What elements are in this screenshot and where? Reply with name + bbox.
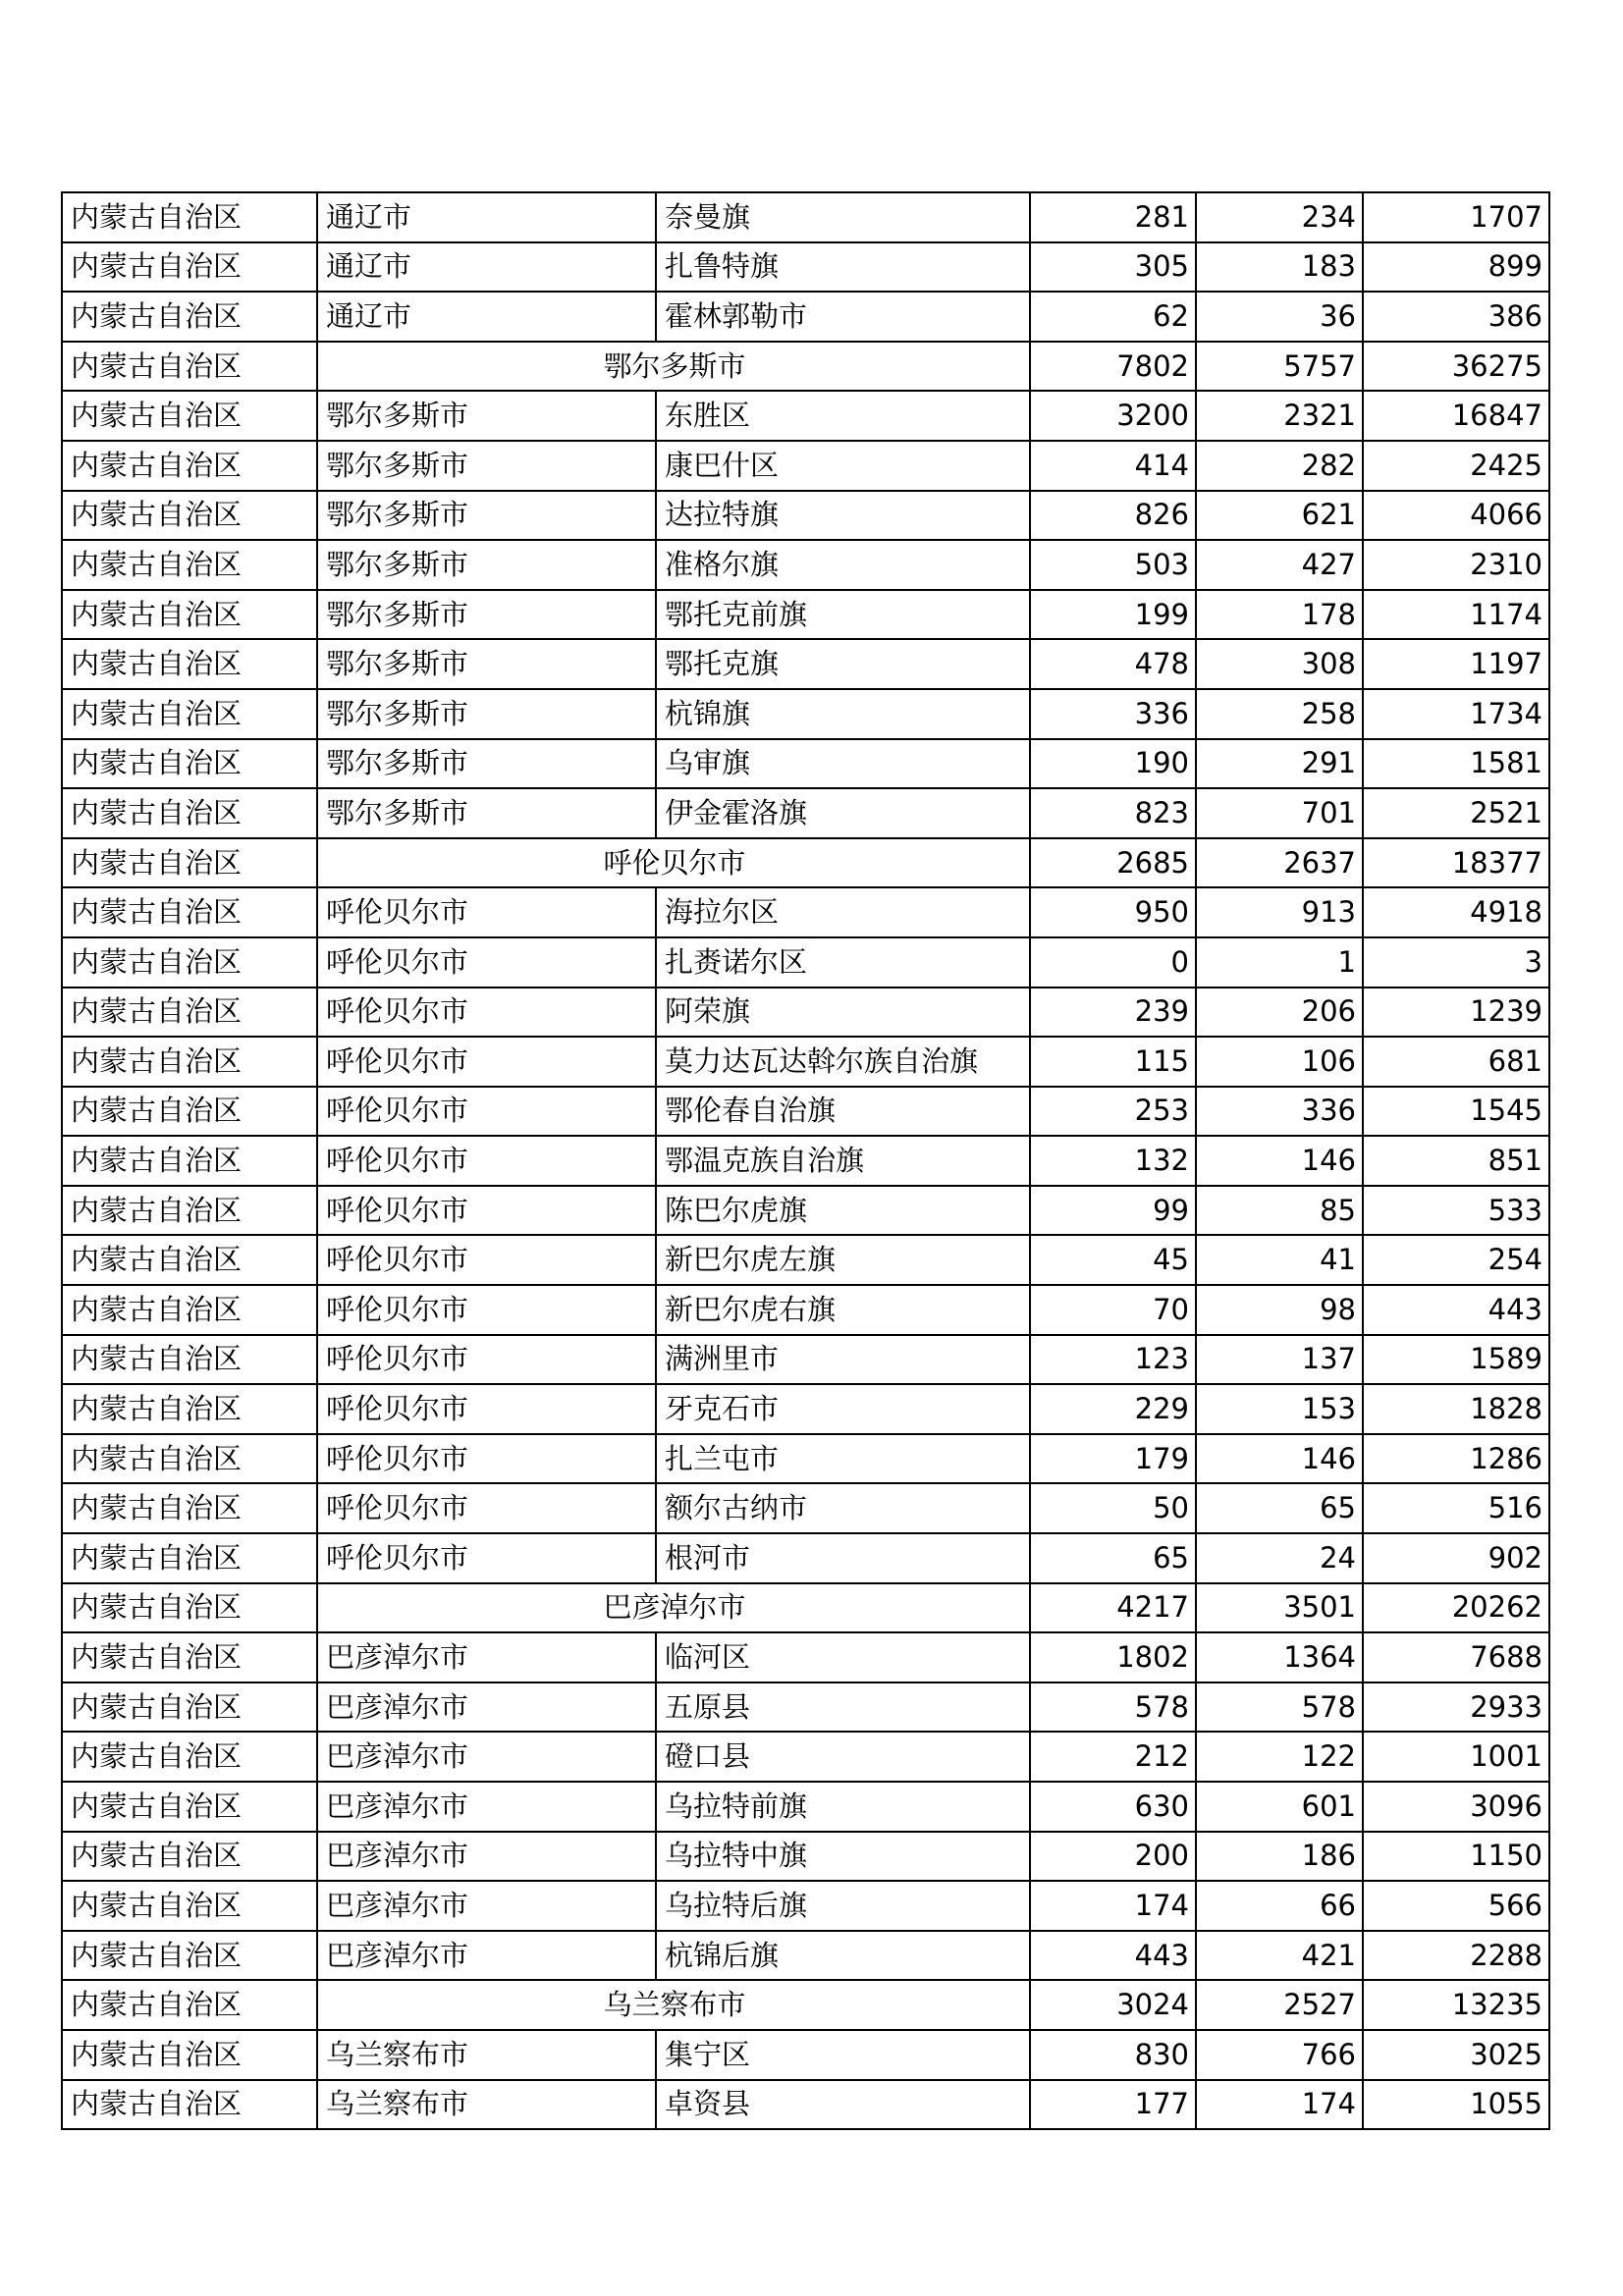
value-cell-3: 899 <box>1363 242 1549 293</box>
province-cell: 内蒙古自治区 <box>62 242 317 293</box>
province-cell: 内蒙古自治区 <box>62 1434 317 1484</box>
value-cell-1: 4217 <box>1030 1583 1196 1633</box>
value-cell-1: 478 <box>1030 639 1196 689</box>
table-row <box>62 1732 1549 1782</box>
value-cell-3: 902 <box>1363 1533 1549 1583</box>
city-cell: 通辽市 <box>317 242 656 293</box>
value-cell-3: 1286 <box>1363 1434 1549 1484</box>
value-cell-2: 291 <box>1196 739 1363 789</box>
province-cell: 内蒙古自治区 <box>62 1682 317 1733</box>
value-cell-2: 621 <box>1196 491 1363 541</box>
value-cell-1: 414 <box>1030 441 1196 491</box>
table-row <box>62 1136 1549 1186</box>
value-cell-2: 913 <box>1196 887 1363 937</box>
province-cell: 内蒙古自治区 <box>62 1235 317 1285</box>
province-cell: 内蒙古自治区 <box>62 192 317 242</box>
county-cell: 根河市 <box>656 1533 1030 1583</box>
table-row <box>62 1832 1549 1882</box>
value-cell-2: 258 <box>1196 689 1363 739</box>
value-cell-1: 950 <box>1030 887 1196 937</box>
value-cell-1: 199 <box>1030 590 1196 640</box>
table-row <box>62 441 1549 491</box>
province-cell: 内蒙古自治区 <box>62 639 317 689</box>
city-cell: 乌兰察布市 <box>317 2030 656 2080</box>
province-cell: 内蒙古自治区 <box>62 1037 317 1087</box>
county-cell: 杭锦后旗 <box>656 1931 1030 1981</box>
table-row <box>62 1087 1549 1137</box>
value-cell-3: 2310 <box>1363 540 1549 590</box>
value-cell-3: 1707 <box>1363 192 1549 242</box>
city-cell: 巴彦淖尔市 <box>317 1682 656 1733</box>
value-cell-1: 132 <box>1030 1136 1196 1186</box>
province-cell: 内蒙古自治区 <box>62 838 317 888</box>
table-row <box>62 1881 1549 1931</box>
table-row <box>62 1533 1549 1583</box>
city-cell: 乌兰察布市 <box>317 2080 656 2130</box>
province-cell: 内蒙古自治区 <box>62 1186 317 1236</box>
county-cell: 临河区 <box>656 1632 1030 1682</box>
county-cell: 阿荣旗 <box>656 988 1030 1038</box>
table-row <box>62 242 1549 293</box>
province-cell: 内蒙古自治区 <box>62 590 317 640</box>
value-cell-2: 2527 <box>1196 1980 1363 2030</box>
value-cell-2: 578 <box>1196 1682 1363 1733</box>
value-cell-1: 123 <box>1030 1335 1196 1385</box>
value-cell-1: 305 <box>1030 242 1196 293</box>
table-row <box>62 1931 1549 1981</box>
value-cell-3: 254 <box>1363 1235 1549 1285</box>
value-cell-1: 239 <box>1030 988 1196 1038</box>
table-row <box>62 292 1549 342</box>
province-cell: 内蒙古自治区 <box>62 937 317 988</box>
value-cell-1: 0 <box>1030 937 1196 988</box>
county-cell: 乌拉特中旗 <box>656 1832 1030 1882</box>
value-cell-1: 115 <box>1030 1037 1196 1087</box>
value-cell-3: 4918 <box>1363 887 1549 937</box>
value-cell-1: 99 <box>1030 1186 1196 1236</box>
city-subtotal-row <box>62 1583 1549 1633</box>
province-cell: 内蒙古自治区 <box>62 1732 317 1782</box>
value-cell-2: 2321 <box>1196 391 1363 441</box>
table-row <box>62 1682 1549 1733</box>
province-cell: 内蒙古自治区 <box>62 540 317 590</box>
value-cell-1: 830 <box>1030 2030 1196 2080</box>
value-cell-1: 1802 <box>1030 1632 1196 1682</box>
value-cell-3: 1150 <box>1363 1832 1549 1882</box>
value-cell-3: 516 <box>1363 1483 1549 1533</box>
province-cell: 内蒙古自治区 <box>62 1583 317 1633</box>
city-cell: 通辽市 <box>317 192 656 242</box>
value-cell-2: 137 <box>1196 1335 1363 1385</box>
value-cell-3: 16847 <box>1363 391 1549 441</box>
value-cell-1: 229 <box>1030 1384 1196 1434</box>
value-cell-3: 2521 <box>1363 788 1549 838</box>
table-row <box>62 937 1549 988</box>
value-cell-2: 701 <box>1196 788 1363 838</box>
value-cell-3: 20262 <box>1363 1583 1549 1633</box>
value-cell-1: 823 <box>1030 788 1196 838</box>
value-cell-3: 18377 <box>1363 838 1549 888</box>
value-cell-3: 4066 <box>1363 491 1549 541</box>
value-cell-2: 41 <box>1196 1235 1363 1285</box>
value-cell-1: 212 <box>1030 1732 1196 1782</box>
city-cell: 鄂尔多斯市 <box>317 491 656 541</box>
province-cell: 内蒙古自治区 <box>62 1782 317 1832</box>
value-cell-2: 122 <box>1196 1732 1363 1782</box>
value-cell-3: 1734 <box>1363 689 1549 739</box>
value-cell-2: 24 <box>1196 1533 1363 1583</box>
value-cell-3: 3025 <box>1363 2030 1549 2080</box>
province-cell: 内蒙古自治区 <box>62 1931 317 1981</box>
value-cell-2: 5757 <box>1196 342 1363 392</box>
table-row <box>62 1483 1549 1533</box>
value-cell-2: 174 <box>1196 2080 1363 2130</box>
value-cell-2: 1 <box>1196 937 1363 988</box>
city-cell: 鄂尔多斯市 <box>317 739 656 789</box>
province-cell: 内蒙古自治区 <box>62 689 317 739</box>
county-cell: 额尔古纳市 <box>656 1483 1030 1533</box>
value-cell-2: 308 <box>1196 639 1363 689</box>
table-row <box>62 788 1549 838</box>
province-cell: 内蒙古自治区 <box>62 1881 317 1931</box>
city-merged-cell: 鄂尔多斯市 <box>317 342 1030 392</box>
value-cell-3: 851 <box>1363 1136 1549 1186</box>
county-cell: 东胜区 <box>656 391 1030 441</box>
county-cell: 达拉特旗 <box>656 491 1030 541</box>
table-row <box>62 391 1549 441</box>
province-cell: 内蒙古自治区 <box>62 988 317 1038</box>
city-cell: 鄂尔多斯市 <box>317 441 656 491</box>
value-cell-2: 36 <box>1196 292 1363 342</box>
province-cell: 内蒙古自治区 <box>62 342 317 392</box>
city-cell: 呼伦贝尔市 <box>317 887 656 937</box>
value-cell-2: 1364 <box>1196 1632 1363 1682</box>
county-cell: 鄂伦春自治旗 <box>656 1087 1030 1137</box>
province-cell: 内蒙古自治区 <box>62 391 317 441</box>
province-cell: 内蒙古自治区 <box>62 1285 317 1335</box>
value-cell-1: 578 <box>1030 1682 1196 1733</box>
province-cell: 内蒙古自治区 <box>62 887 317 937</box>
county-cell: 鄂托克旗 <box>656 639 1030 689</box>
value-cell-2: 2637 <box>1196 838 1363 888</box>
province-cell: 内蒙古自治区 <box>62 788 317 838</box>
city-cell: 鄂尔多斯市 <box>317 590 656 640</box>
value-cell-3: 533 <box>1363 1186 1549 1236</box>
value-cell-3: 3 <box>1363 937 1549 988</box>
value-cell-3: 1545 <box>1363 1087 1549 1137</box>
table-row <box>62 1186 1549 1236</box>
value-cell-1: 50 <box>1030 1483 1196 1533</box>
province-cell: 内蒙古自治区 <box>62 1136 317 1186</box>
county-cell: 霍林郭勒市 <box>656 292 1030 342</box>
value-cell-3: 443 <box>1363 1285 1549 1335</box>
table-row <box>62 1285 1549 1335</box>
city-cell: 呼伦贝尔市 <box>317 1335 656 1385</box>
value-cell-1: 70 <box>1030 1285 1196 1335</box>
value-cell-1: 174 <box>1030 1881 1196 1931</box>
county-cell: 乌拉特前旗 <box>656 1782 1030 1832</box>
province-cell: 内蒙古自治区 <box>62 1483 317 1533</box>
value-cell-2: 65 <box>1196 1483 1363 1533</box>
value-cell-2: 601 <box>1196 1782 1363 1832</box>
value-cell-3: 13235 <box>1363 1980 1549 2030</box>
city-cell: 鄂尔多斯市 <box>317 540 656 590</box>
city-cell: 呼伦贝尔市 <box>317 1235 656 1285</box>
value-cell-1: 630 <box>1030 1782 1196 1832</box>
province-cell: 内蒙古自治区 <box>62 2030 317 2080</box>
table-row <box>62 491 1549 541</box>
value-cell-2: 146 <box>1196 1136 1363 1186</box>
table-row <box>62 988 1549 1038</box>
value-cell-3: 1581 <box>1363 739 1549 789</box>
county-cell: 海拉尔区 <box>656 887 1030 937</box>
value-cell-1: 65 <box>1030 1533 1196 1583</box>
value-cell-1: 177 <box>1030 2080 1196 2130</box>
county-cell: 乌拉特后旗 <box>656 1881 1030 1931</box>
city-cell: 鄂尔多斯市 <box>317 391 656 441</box>
value-cell-2: 146 <box>1196 1434 1363 1484</box>
city-merged-cell: 乌兰察布市 <box>317 1980 1030 2030</box>
county-cell: 五原县 <box>656 1682 1030 1733</box>
value-cell-2: 66 <box>1196 1881 1363 1931</box>
table-row <box>62 2030 1549 2080</box>
value-cell-2: 282 <box>1196 441 1363 491</box>
value-cell-3: 1055 <box>1363 2080 1549 2130</box>
value-cell-3: 386 <box>1363 292 1549 342</box>
city-cell: 呼伦贝尔市 <box>317 1087 656 1137</box>
value-cell-2: 153 <box>1196 1384 1363 1434</box>
city-cell: 呼伦贝尔市 <box>317 937 656 988</box>
table-row <box>62 639 1549 689</box>
county-cell: 牙克石市 <box>656 1384 1030 1434</box>
value-cell-1: 62 <box>1030 292 1196 342</box>
province-cell: 内蒙古自治区 <box>62 292 317 342</box>
city-cell: 呼伦贝尔市 <box>317 1136 656 1186</box>
county-cell: 奈曼旗 <box>656 192 1030 242</box>
value-cell-2: 186 <box>1196 1832 1363 1882</box>
table-row <box>62 192 1549 242</box>
table-row <box>62 540 1549 590</box>
value-cell-1: 503 <box>1030 540 1196 590</box>
value-cell-3: 681 <box>1363 1037 1549 1087</box>
value-cell-2: 336 <box>1196 1087 1363 1137</box>
value-cell-3: 2288 <box>1363 1931 1549 1981</box>
table-row <box>62 590 1549 640</box>
county-cell: 鄂温克族自治旗 <box>656 1136 1030 1186</box>
county-cell: 伊金霍洛旗 <box>656 788 1030 838</box>
value-cell-2: 206 <box>1196 988 1363 1038</box>
city-subtotal-row <box>62 838 1549 888</box>
county-cell: 新巴尔虎右旗 <box>656 1285 1030 1335</box>
city-cell: 巴彦淖尔市 <box>317 1732 656 1782</box>
city-cell: 巴彦淖尔市 <box>317 1931 656 1981</box>
value-cell-3: 1174 <box>1363 590 1549 640</box>
value-cell-2: 178 <box>1196 590 1363 640</box>
table-row <box>62 1782 1549 1832</box>
province-cell: 内蒙古自治区 <box>62 1533 317 1583</box>
table-body <box>62 192 1549 2129</box>
city-cell: 鄂尔多斯市 <box>317 788 656 838</box>
county-cell: 集宁区 <box>656 2030 1030 2080</box>
city-merged-cell: 巴彦淖尔市 <box>317 1583 1030 1633</box>
value-cell-3: 2425 <box>1363 441 1549 491</box>
value-cell-1: 336 <box>1030 689 1196 739</box>
city-subtotal-row <box>62 342 1549 392</box>
value-cell-1: 7802 <box>1030 342 1196 392</box>
value-cell-2: 766 <box>1196 2030 1363 2080</box>
value-cell-1: 200 <box>1030 1832 1196 1882</box>
value-cell-2: 234 <box>1196 192 1363 242</box>
table-row <box>62 1434 1549 1484</box>
table-row <box>62 1235 1549 1285</box>
county-cell: 鄂托克前旗 <box>656 590 1030 640</box>
county-cell: 陈巴尔虎旗 <box>656 1186 1030 1236</box>
table-row <box>62 689 1549 739</box>
data-table <box>61 191 1550 2130</box>
table-row <box>62 1335 1549 1385</box>
city-cell: 巴彦淖尔市 <box>317 1782 656 1832</box>
table-row <box>62 887 1549 937</box>
county-cell: 乌审旗 <box>656 739 1030 789</box>
county-cell: 莫力达瓦达斡尔族自治旗 <box>656 1037 1030 1087</box>
province-cell: 内蒙古自治区 <box>62 441 317 491</box>
county-cell: 杭锦旗 <box>656 689 1030 739</box>
county-cell: 扎鲁特旗 <box>656 242 1030 293</box>
county-cell: 磴口县 <box>656 1732 1030 1782</box>
province-cell: 内蒙古自治区 <box>62 739 317 789</box>
county-cell: 卓资县 <box>656 2080 1030 2130</box>
province-cell: 内蒙古自治区 <box>62 1632 317 1682</box>
county-cell: 扎兰屯市 <box>656 1434 1030 1484</box>
city-merged-cell: 呼伦贝尔市 <box>317 838 1030 888</box>
city-cell: 呼伦贝尔市 <box>317 1037 656 1087</box>
value-cell-3: 1828 <box>1363 1384 1549 1434</box>
value-cell-3: 1589 <box>1363 1335 1549 1385</box>
value-cell-1: 3024 <box>1030 1980 1196 2030</box>
table-row <box>62 1632 1549 1682</box>
city-cell: 巴彦淖尔市 <box>317 1832 656 1882</box>
county-cell: 新巴尔虎左旗 <box>656 1235 1030 1285</box>
value-cell-3: 36275 <box>1363 342 1549 392</box>
province-cell: 内蒙古自治区 <box>62 2080 317 2130</box>
city-cell: 巴彦淖尔市 <box>317 1632 656 1682</box>
county-cell: 康巴什区 <box>656 441 1030 491</box>
province-cell: 内蒙古自治区 <box>62 1832 317 1882</box>
value-cell-1: 253 <box>1030 1087 1196 1137</box>
city-cell: 呼伦贝尔市 <box>317 1434 656 1484</box>
value-cell-1: 443 <box>1030 1931 1196 1981</box>
province-cell: 内蒙古自治区 <box>62 1335 317 1385</box>
value-cell-1: 826 <box>1030 491 1196 541</box>
city-cell: 鄂尔多斯市 <box>317 639 656 689</box>
value-cell-1: 190 <box>1030 739 1196 789</box>
value-cell-1: 281 <box>1030 192 1196 242</box>
table-row <box>62 739 1549 789</box>
value-cell-3: 3096 <box>1363 1782 1549 1832</box>
value-cell-1: 45 <box>1030 1235 1196 1285</box>
value-cell-3: 566 <box>1363 1881 1549 1931</box>
value-cell-2: 106 <box>1196 1037 1363 1087</box>
value-cell-2: 98 <box>1196 1285 1363 1335</box>
city-cell: 呼伦贝尔市 <box>317 1285 656 1335</box>
city-cell: 巴彦淖尔市 <box>317 1881 656 1931</box>
value-cell-2: 183 <box>1196 242 1363 293</box>
value-cell-3: 1239 <box>1363 988 1549 1038</box>
province-cell: 内蒙古自治区 <box>62 491 317 541</box>
value-cell-2: 427 <box>1196 540 1363 590</box>
value-cell-3: 7688 <box>1363 1632 1549 1682</box>
value-cell-1: 2685 <box>1030 838 1196 888</box>
county-cell: 扎赉诺尔区 <box>656 937 1030 988</box>
province-cell: 内蒙古自治区 <box>62 1384 317 1434</box>
table-row <box>62 1384 1549 1434</box>
value-cell-2: 85 <box>1196 1186 1363 1236</box>
city-cell: 呼伦贝尔市 <box>317 1384 656 1434</box>
city-cell: 呼伦贝尔市 <box>317 1186 656 1236</box>
value-cell-3: 2933 <box>1363 1682 1549 1733</box>
city-cell: 呼伦贝尔市 <box>317 1483 656 1533</box>
table-row <box>62 1037 1549 1087</box>
county-cell: 准格尔旗 <box>656 540 1030 590</box>
city-cell: 呼伦贝尔市 <box>317 1533 656 1583</box>
value-cell-2: 421 <box>1196 1931 1363 1981</box>
city-cell: 鄂尔多斯市 <box>317 689 656 739</box>
province-cell: 内蒙古自治区 <box>62 1980 317 2030</box>
value-cell-3: 1197 <box>1363 639 1549 689</box>
city-subtotal-row <box>62 1980 1549 2030</box>
city-cell: 呼伦贝尔市 <box>317 988 656 1038</box>
value-cell-1: 179 <box>1030 1434 1196 1484</box>
table-row <box>62 2080 1549 2130</box>
province-cell: 内蒙古自治区 <box>62 1087 317 1137</box>
city-cell: 通辽市 <box>317 292 656 342</box>
value-cell-1: 3200 <box>1030 391 1196 441</box>
value-cell-2: 3501 <box>1196 1583 1363 1633</box>
value-cell-3: 1001 <box>1363 1732 1549 1782</box>
county-cell: 满洲里市 <box>656 1335 1030 1385</box>
